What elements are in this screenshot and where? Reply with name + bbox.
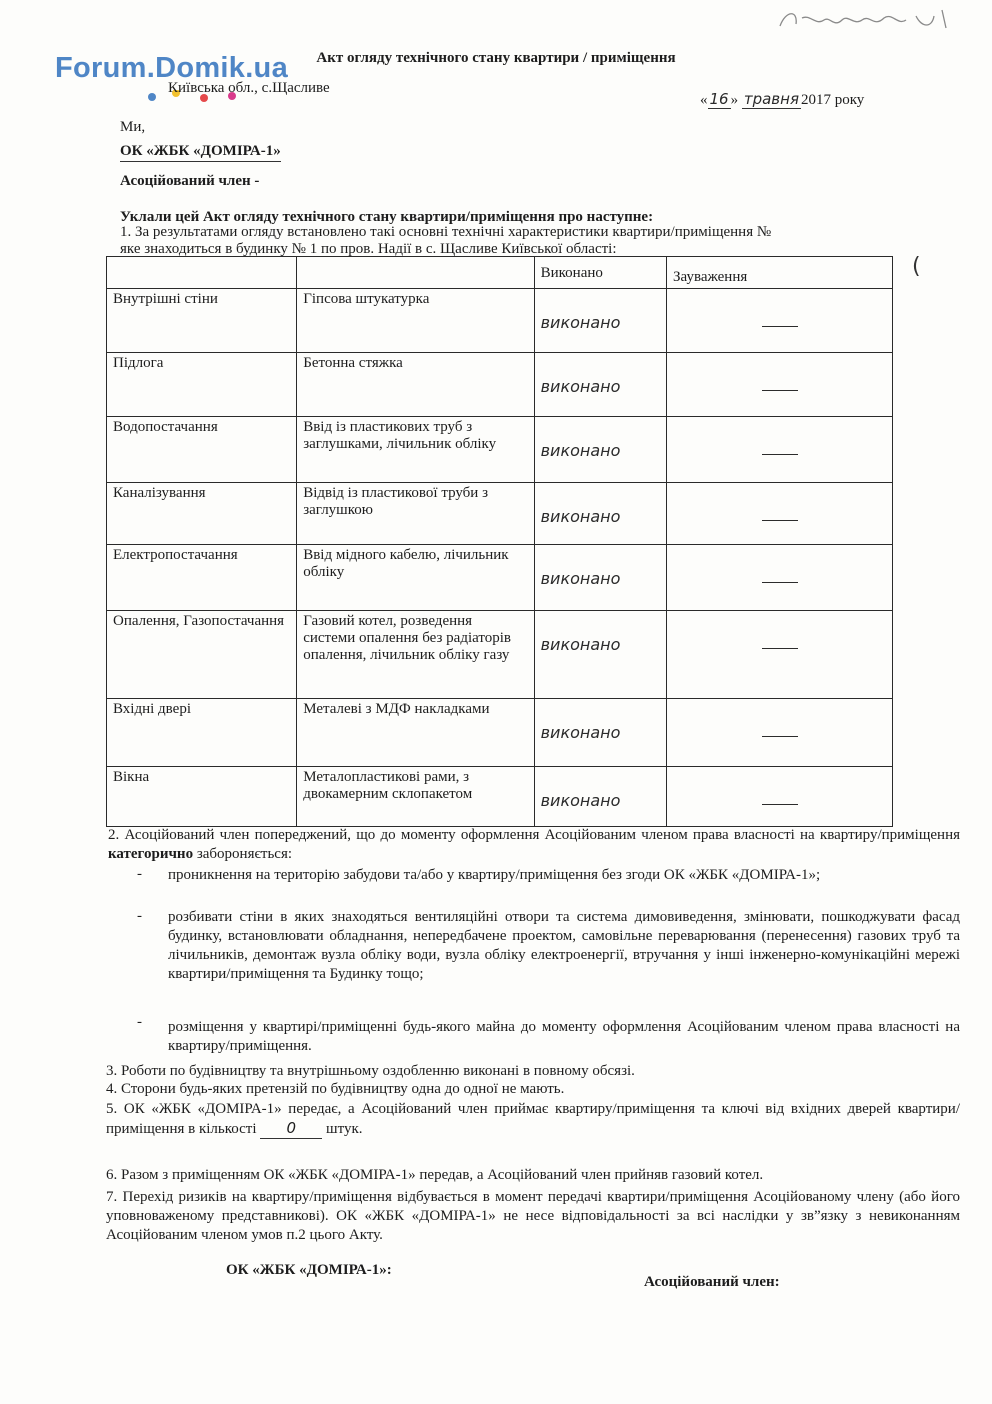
- row-description: Металеві з МДФ накладками: [297, 699, 534, 767]
- row-done-handwritten: виконано: [534, 699, 666, 767]
- signature-member-label: Асоційований член:: [644, 1274, 780, 1290]
- table-header-remarks: Зауваження: [667, 257, 893, 289]
- clause-5-text-b: штук.: [326, 1121, 363, 1137]
- remark-dash: [762, 582, 798, 583]
- clause-6: 6. Разом з приміщенням ОК «ЖБК «ДОМІРА-1» передав, а Асоційований член прийняв газовий котел.: [106, 1167, 764, 1183]
- row-item: Підлога: [107, 353, 297, 417]
- row-item: Каналізування: [107, 483, 297, 545]
- table-row: [107, 699, 893, 767]
- remark-dash: [762, 390, 798, 391]
- table-row: [107, 289, 893, 353]
- table-row: [107, 767, 893, 827]
- table-header-cell: [107, 257, 297, 289]
- keys-count-handwritten: 0: [260, 1119, 322, 1139]
- document-date: [700, 90, 864, 109]
- row-description: Газовий котел, розведення системи опалення без радіаторів опалення, лічильник обліку газу: [297, 611, 534, 699]
- row-done-handwritten: виконано: [534, 545, 666, 611]
- row-done-handwritten: виконано: [534, 611, 666, 699]
- clause-1-line-1: 1. За результатами огляду встановлено такі основні технічні характеристики квартири/приміщення №: [120, 224, 772, 240]
- clause-2-bullet: розбивати стіни в яких знаходяться вентиляційні отвори та система димовиведення, змінювати, пошкоджувати фасад будинку, встановлювати обладнання, непередбачене проектом, самовільне переварювання (перенесення) газових труб та лічильників, демонтаж вузла обліку води, вузла обліку електроенергії, втручання у інші інженерно-комунікаційні мережі квартири/приміщення та Будинку тощо;: [168, 909, 960, 982]
- row-item: Вхідні двері: [107, 699, 297, 767]
- remark-dash: [762, 804, 798, 805]
- row-done-handwritten: виконано: [534, 483, 666, 545]
- row-description: Ввід мідного кабелю, лічильник обліку: [297, 545, 534, 611]
- bullet-marker: -: [137, 908, 142, 924]
- remark-dash: [762, 454, 798, 455]
- table-row: [107, 545, 893, 611]
- row-remark: [667, 611, 893, 699]
- row-description: Ввід із пластикових труб з заглушками, лічильник обліку: [297, 417, 534, 483]
- clause-5-text-a: 5. ОК «ЖБК «ДОМІРА-1» передає, а Асоційований член приймає квартиру/приміщення та ключі від вхідних дверей квартири/приміщення в кількості: [106, 1101, 960, 1137]
- handwritten-corner-note-icon: [776, 6, 966, 34]
- clause-2-bullet: розміщення у квартирі/приміщенні будь-якого майна до моменту оформлення Асоційованим членом права власності на квартиру/приміщення.: [168, 1019, 960, 1054]
- remark-dash: [762, 326, 798, 327]
- location-text: Київська обл., с.Щасливе: [168, 80, 330, 96]
- row-description: Бетонна стяжка: [297, 353, 534, 417]
- row-done-handwritten: виконано: [534, 767, 666, 827]
- clause-2-intro: [108, 826, 960, 864]
- clause-2-text-b: забороняється:: [196, 846, 293, 862]
- signature-org-label: ОК «ЖБК «ДОМІРА-1»:: [226, 1262, 392, 1278]
- row-done-handwritten: виконано: [534, 353, 666, 417]
- table-header-done: Виконано: [534, 257, 666, 289]
- row-remark: [667, 545, 893, 611]
- row-remark: [667, 289, 893, 353]
- inspection-table: [106, 256, 893, 827]
- row-item: Електропостачання: [107, 545, 297, 611]
- table-header-cell: [297, 257, 534, 289]
- remark-dash: [762, 520, 798, 521]
- row-remark: [667, 699, 893, 767]
- clause-3: 3. Роботи по будівництву та внутрішньому оздобленню виконані в повному обсязі.: [106, 1063, 635, 1079]
- row-remark: [667, 353, 893, 417]
- row-item: Опалення, Газопостачання: [107, 611, 297, 699]
- table-row: [107, 417, 893, 483]
- remark-dash: [762, 648, 798, 649]
- clause-2-text-a: 2. Асоційований член попереджений, що до моменту оформлення Асоційованим членом права власності на квартиру/приміщення: [108, 827, 960, 843]
- clause-4: 4. Сторони будь-яких претензій по будівництву одна до одної не мають.: [106, 1081, 565, 1097]
- row-description: Відвід із пластикової труби з заглушкою: [297, 483, 534, 545]
- clause-1-line-2: яке знаходиться в будинку № 1 по пров. Надії в с. Щасливе Київської області:: [120, 241, 617, 257]
- stray-paren: (: [912, 254, 921, 279]
- row-remark: [667, 417, 893, 483]
- row-remark: [667, 483, 893, 545]
- clause-7: 7. Перехід ризиків на квартиру/приміщення відбувається в момент передачі квартири/приміщення Асоційованому члену (або його уповноваженому представникові). ОК «ЖБК «ДОМІРА-1» не несе відповідальності за всі наслідки у зв”язку з невиконанням Асоційованим членом умов п.2 цього Акту.: [106, 1189, 960, 1243]
- clause-2-emphasis: категорично: [108, 846, 194, 862]
- remark-dash: [762, 736, 798, 737]
- bullet-marker: -: [137, 1014, 142, 1030]
- table-header-row: [107, 257, 893, 289]
- document-title: Акт огляду технічного стану квартири / приміщення: [316, 50, 676, 66]
- table-row: [107, 483, 893, 545]
- date-month: травня: [743, 90, 799, 108]
- date-year: 2017 року: [800, 92, 865, 108]
- date-close-quote: »: [730, 92, 739, 108]
- row-item: Вікна: [107, 767, 297, 827]
- intro-concluded: Уклали цей Акт огляду технічного стану квартири/приміщення про наступне:: [120, 209, 654, 225]
- table-row: [107, 611, 893, 699]
- date-day: 16: [709, 90, 729, 108]
- row-item: Внутрішні стіни: [107, 289, 297, 353]
- clause-2-bullet: проникнення на територію забудови та/або у квартиру/приміщення без згоди ОК «ЖБК «ДОМІРА-1»;: [168, 867, 821, 883]
- watermark-logo-text: Forum.Domik.ua: [55, 52, 288, 84]
- intro-member: Асоційований член -: [120, 173, 260, 189]
- intro-we: Ми,: [120, 119, 146, 135]
- row-description: Металопластикові рами, з двокамерним склопакетом: [297, 767, 534, 827]
- table-row: [107, 353, 893, 417]
- bullet-marker: -: [137, 866, 142, 882]
- date-open-quote: «: [700, 92, 708, 108]
- row-remark: [667, 767, 893, 827]
- row-item: Водопостачання: [107, 417, 297, 483]
- intro-org: ОК «ЖБК «ДОМІРА-1»: [120, 142, 281, 162]
- row-done-handwritten: виконано: [534, 417, 666, 483]
- clause-5: [106, 1100, 960, 1139]
- row-description: Гіпсова штукатурка: [297, 289, 534, 353]
- row-done-handwritten: виконано: [534, 289, 666, 353]
